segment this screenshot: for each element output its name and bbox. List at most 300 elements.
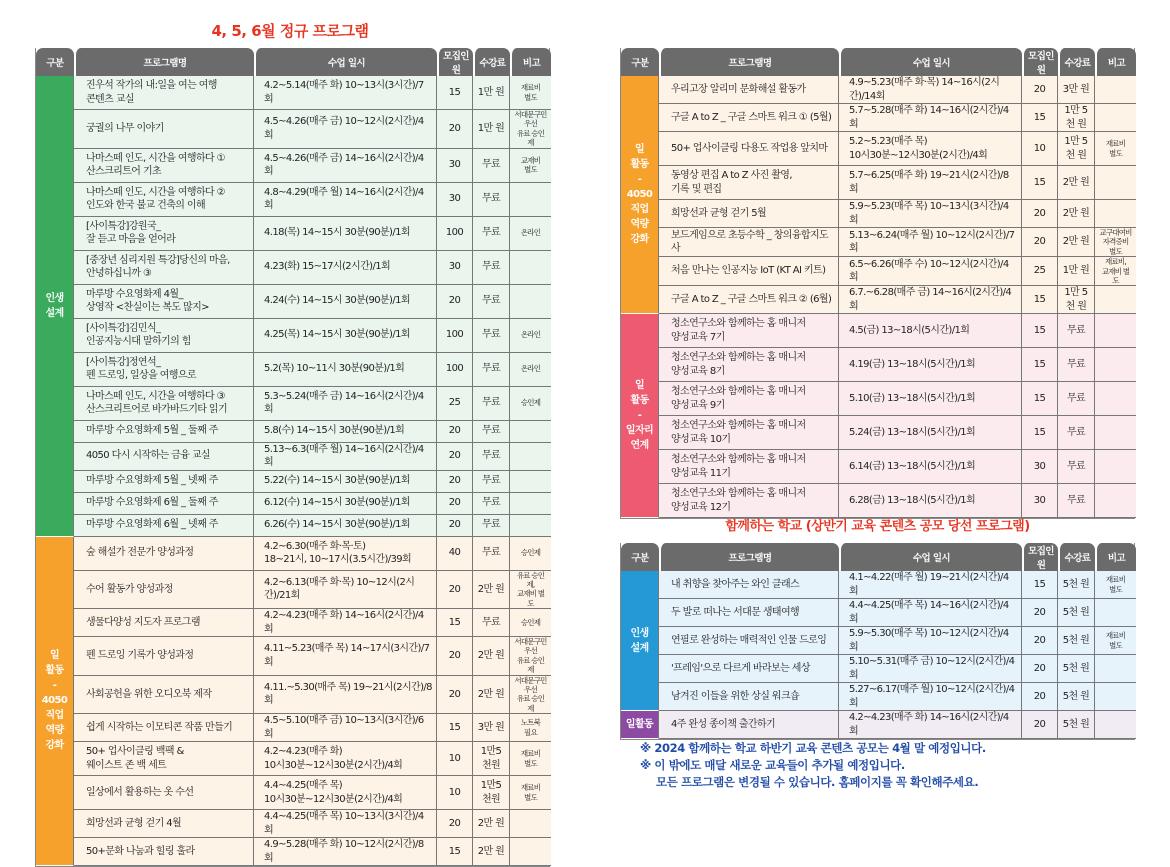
fee: 무료 [473,217,510,251]
fee: 2만 원 [473,838,510,866]
program-name: 진우석 작가의 내:일을 여는 여행 콘텐츠 교실 [74,76,254,110]
schedule: 4.24(수) 14~15시 30분(90분)/1회 [254,285,437,319]
fee: 5천 원 [1058,711,1095,739]
fee: 무료 [1058,314,1095,348]
capacity: 20 [1022,228,1058,257]
fee: 무료 [473,353,510,387]
note: 재료비 별도 [1095,132,1136,166]
school-program-title: 함께하는 학교 (상반기 교육 콘텐츠 공모 당선 프로그램) [725,519,1030,534]
note [1095,416,1136,450]
schedule: 4.23(화) 15~17시(2시간)/1회 [254,251,437,285]
schedule: 5.8(수) 14~15시 30분(90분)/1회 [254,421,437,443]
note [1095,382,1136,416]
program-name: [사이특강]강원국_ 잘 듣고 마음을 얻어라 [74,217,254,251]
header-category: 구분 [621,48,659,76]
capacity: 15 [1022,314,1058,348]
capacity: 20 [437,493,473,515]
note [510,471,551,493]
table-row [621,683,1136,711]
fee: 2만 원 [1058,228,1095,257]
schedule: 4.1~4.22(매주 월) 19~21시(2시간)/4회 [839,571,1022,599]
table-row [36,742,551,776]
note [510,493,551,515]
schedule: 4.9~5.23(매주 화·목) 14~16시(2시간)/14회 [839,76,1022,104]
note-line: ※ 2024 함께하는 학교 하반기 교육 콘텐츠 공모는 4월 말 예정입니다. [640,741,986,755]
table-row [36,810,551,838]
program-name: 남겨진 이들을 위한 상실 워크숍 [659,683,839,711]
table-row [621,166,1136,200]
note: 서대문구민 우선 유료 승인제 [510,110,551,149]
schedule: 4.4~4.25(매주 목) 10~13시(3시간)/4회 [254,810,437,838]
note [1095,599,1136,627]
table-row [36,183,551,217]
table-row [621,599,1136,627]
note [1095,683,1136,711]
note: 재료비 별도 [510,76,551,110]
table-row [36,776,551,810]
program-name: '프레임'으로 다르게 바라보는 세상 [659,655,839,683]
program-name: 동영상 편집 A to Z 사진 촬영, 기록 및 편집 [659,166,839,200]
table-row [621,627,1136,655]
capacity: 30 [437,251,473,285]
fee: 무료 [473,537,510,571]
program-name: 사회공헌을 위한 오디오북 제작 [74,676,254,715]
category-label: 인생 설계 [621,571,659,711]
program-name: 청소연구소와 함께하는 홈 매니저 양성교육 12기 [659,484,839,518]
program-name: 보드게임으로 초등수학 _ 창의융합지도사 [659,228,839,257]
category-label: 일활동 [621,711,659,739]
capacity: 20 [437,110,473,149]
fee: 무료 [1058,348,1095,382]
program-name: 연필로 완성하는 매력적인 인물 드로잉 [659,627,839,655]
category-label: 일 활동 - 4050 직업 역량 강화 [36,537,74,867]
table-row [36,110,551,149]
note: 온라인 [510,319,551,353]
header-category: 구분 [621,543,659,571]
table-row [36,387,551,421]
program-name: 마루방 수요영화제 6월 _ 둘째 주 [74,493,254,515]
capacity: 10 [437,742,473,776]
capacity: 40 [437,537,473,571]
program-name: [사이특강]정연석_ 펜 드로잉, 일상을 여행으로 [74,353,254,387]
note [1095,484,1136,518]
schedule: 6.7.~6.28(매주 금) 14~16시(2시간)/4회 [839,286,1022,314]
fee: 5천 원 [1058,627,1095,655]
fee: 무료 [473,285,510,319]
capacity: 100 [437,319,473,353]
note: 유료 승인제, 교재비 별도 [510,571,551,610]
program-name: 50+ 업사이클링 다용도 작업용 앞치마 [659,132,839,166]
capacity: 20 [437,571,473,610]
schedule: 4.11~5.23(매주 목) 14~17시(3시간)/7회 [254,637,437,676]
fee: 2만 원 [473,676,510,715]
schedule: 5.2(목) 10~11시 30분(90분)/1회 [254,353,437,387]
note: 재료비 별도 [510,742,551,776]
fee: 5천 원 [1058,655,1095,683]
table-row [621,228,1136,257]
table-row [621,655,1136,683]
capacity: 25 [437,387,473,421]
schedule: 4.2~5.14(매주 화) 10~13시(3시간)/7회 [254,76,437,110]
program-name: 두 발로 떠나는 서대문 생태여행 [659,599,839,627]
program-name: 마루방 수요영화제 5월 _ 넷째 주 [74,471,254,493]
header-note: 비고 [1095,48,1136,76]
schedule: 6.26(수) 14~15시 30분(90분)/1회 [254,515,437,537]
capacity: 30 [1022,450,1058,484]
category-label: 인생 설계 [36,76,74,537]
note [1095,314,1136,348]
note [510,443,551,471]
schedule: 4.18(목) 14~15시 30분(90분)/1회 [254,217,437,251]
note [1095,286,1136,314]
capacity: 10 [437,776,473,810]
header-program-name: 프로그램명 [659,48,839,76]
program-name: 수어 활동가 양성과정 [74,571,254,610]
fee: 무료 [473,387,510,421]
schedule: 4.11.~5.30(매주 목) 19~21시(2시간)/8회 [254,676,437,715]
schedule: 6.14(금) 13~18시(5시간)/1회 [839,450,1022,484]
capacity: 25 [1022,257,1058,286]
fee: 무료 [473,471,510,493]
table-row [36,319,551,353]
capacity: 20 [437,637,473,676]
capacity: 20 [1022,683,1058,711]
program-name: [중장년 심리지원 특강]당신의 마음, 안녕하십니까 ③ [74,251,254,285]
table-header-row [36,48,551,76]
note: 재료비 별도 [1095,571,1136,599]
table-row [36,251,551,285]
header-note: 비고 [1095,543,1136,571]
fee: 5천 원 [1058,599,1095,627]
capacity: 20 [437,810,473,838]
program-name: 나마스떼 인도, 시간을 여행하다 ② 인도와 한국 불교 건축의 이해 [74,183,254,217]
fee: 3만 원 [473,714,510,742]
program-name: 쉽게 시작하는 이모티콘 작품 만들기 [74,714,254,742]
fee: 무료 [473,149,510,183]
note: 재료비 별도 [510,776,551,810]
fee: 무료 [473,493,510,515]
schedule: 4.2~6.13(매주 화·목) 10~12시(2시간)/21회 [254,571,437,610]
capacity: 20 [1022,711,1058,739]
table-header-row [621,543,1136,571]
schedule: 5.9~5.23(매주 목) 10~13시(3시간)/4회 [839,200,1022,228]
note [510,251,551,285]
program-name: 숲 해설가 전문가 양성과정 [74,537,254,571]
program-name: 50+문화 나눔과 힐링 훌라 [74,838,254,866]
table-row [621,76,1136,104]
program-table [621,48,1136,518]
table-row [36,571,551,610]
capacity: 20 [1022,76,1058,104]
note [1095,166,1136,200]
schedule: 5.2~5.23(매주 목) 10시30분~12시30분(2시간)/4회 [839,132,1022,166]
capacity: 15 [1022,382,1058,416]
capacity: 20 [437,515,473,537]
fee: 1만5천원 [473,776,510,810]
note: 재료비, 교재비 별도 [1095,257,1136,286]
schedule: 4.25(목) 14~15시 30분(90분)/1회 [254,319,437,353]
capacity: 100 [437,217,473,251]
program-table [621,543,1136,739]
note: 승인제 [510,609,551,637]
program-name: 희망선과 균형 걷기 4월 [74,810,254,838]
program-name: 마루방 수요영화제 6월 _ 넷째 주 [74,515,254,537]
program-name: 4주 완성 종이책 출간하기 [659,711,839,739]
program-name: 희망선과 균형 걷기 5월 [659,200,839,228]
regular-program-title: 4, 5, 6월 정규 프로그램 [211,22,369,40]
fee: 무료 [473,421,510,443]
schedule: 5.27~6.17(매주 월) 10~12시(2시간)/4회 [839,683,1022,711]
schedule: 4.5(금) 13~18시(5시간)/1회 [839,314,1022,348]
fee: 1만5천원 [473,742,510,776]
schedule: 5.7~5.28(매주 화) 14~16시(2시간)/4회 [839,104,1022,132]
fee: 무료 [1058,382,1095,416]
table-row [36,285,551,319]
header-capacity: 모집인원 [437,48,473,76]
schedule: 5.7~6.25(매주 화) 19~21시(2시간)/8회 [839,166,1022,200]
capacity: 100 [437,353,473,387]
header-note: 비고 [510,48,551,76]
table-row [621,571,1136,599]
program-name: 일상에서 활용하는 옷 수선 [74,776,254,810]
table-row [621,348,1136,382]
capacity: 15 [437,838,473,866]
schedule: 4.19(금) 13~18시(5시간)/1회 [839,348,1022,382]
schedule: 6.5~6.26(매주 수) 10~12시(2시간)/4회 [839,257,1022,286]
schedule: 6.28(금) 13~18시(5시간)/1회 [839,484,1022,518]
schedule: 4.8~4.29(매주 월) 14~16시(2시간)/4회 [254,183,437,217]
table-row [621,200,1136,228]
schedule: 5.10~5.31(매주 금) 10~12시(2시간)/4회 [839,655,1022,683]
note: 노트북 필요 [510,714,551,742]
note: 교구대여비 자격증비 별도 [1095,228,1136,257]
schedule: 4.4~4.25(매주 목) 14~16시(2시간)/4회 [839,599,1022,627]
note-line: ※ 이 밖에도 매달 새로운 교육들이 추가될 예정입니다. [640,758,905,772]
category-label: 일 활동 - 일자리 연계 [621,314,659,518]
schedule: 5.24(금) 13~18시(5시간)/1회 [839,416,1022,450]
note: 재료비 별도 [1095,627,1136,655]
capacity: 15 [1022,166,1058,200]
program-name: 청소연구소와 함께하는 홈 매니저 양성교육 7기 [659,314,839,348]
fee: 무료 [473,515,510,537]
capacity: 30 [1022,484,1058,518]
schedule: 4.5~4.26(매주 금) 14~16시(2시간)/4회 [254,149,437,183]
fee: 5천 원 [1058,683,1095,711]
fee: 무료 [473,609,510,637]
fee: 무료 [1058,416,1095,450]
schedule: 4.5~5.10(매주 금) 10~13시(3시간)/6회 [254,714,437,742]
note [1095,76,1136,104]
table-row [621,382,1136,416]
note [510,421,551,443]
capacity: 20 [1022,627,1058,655]
schedule: 5.13~6.24(매주 월) 10~12시(2시간)/7회 [839,228,1022,257]
schedule: 4.4~4.25(매주 목) 10시30분~12시30분(2시간)/4회 [254,776,437,810]
table-row [621,416,1136,450]
table-row [36,637,551,676]
regular-program-table-left [35,48,550,867]
capacity: 20 [437,471,473,493]
program-name: 내 취향을 찾아주는 와인 클래스 [659,571,839,599]
note: 서대문구민 우선 유료 승인제 [510,676,551,715]
schedule: 4.2~4.23(매주 화) 14~16시(2시간)/4회 [839,711,1022,739]
note [510,183,551,217]
schedule: 5.3~5.24(매주 금) 14~16시(2시간)/4회 [254,387,437,421]
fee: 1만 5천 원 [1058,104,1095,132]
program-name: 처음 만나는 인공지능 IoT (KT AI 키트) [659,257,839,286]
capacity: 20 [437,443,473,471]
footer-notes [640,740,1120,791]
note [510,515,551,537]
table-row [36,515,551,537]
table-row [621,711,1136,739]
table-row [621,104,1136,132]
fee: 2만 원 [473,637,510,676]
fee: 1만 원 [473,76,510,110]
program-name: 구글 A to Z _ 구글 스마트 워크 ② (6월) [659,286,839,314]
fee: 무료 [473,251,510,285]
program-name: 마루방 수요영화제 5월 _ 둘째 주 [74,421,254,443]
capacity: 30 [437,183,473,217]
program-name: 나마스떼 인도, 시간을 여행하다 ③ 산스크리트어로 바가바드기타 읽기 [74,387,254,421]
note: 교재비 별도 [510,149,551,183]
note: 서대문구민 우선 유료 승인제 [510,637,551,676]
program-name: [사이특강]김민식_ 인공지능시대 말하기의 힘 [74,319,254,353]
table-row [621,286,1136,314]
header-schedule: 수업 일시 [839,543,1022,571]
table-row [36,149,551,183]
header-schedule: 수업 일시 [254,48,437,76]
capacity: 20 [437,421,473,443]
program-name: 청소연구소와 함께하는 홈 매니저 양성교육 8기 [659,348,839,382]
header-capacity: 모집인원 [1022,543,1058,571]
schedule: 4.2~6.30(매주 화·목·토) 18~21시, 10~17시(3.5시간)/39회 [254,537,437,571]
capacity: 15 [1022,416,1058,450]
table-row [36,838,551,866]
fee: 2만 원 [1058,166,1095,200]
note [1095,711,1136,739]
note [510,838,551,866]
header-fee: 수강료 [1058,48,1095,76]
program-name: 펜 드로잉 기록가 양성과정 [74,637,254,676]
header-program-name: 프로그램명 [659,543,839,571]
header-schedule: 수업 일시 [839,48,1022,76]
program-name: 50+ 업사이클링 백팩 & 웨이스트 존 백 세트 [74,742,254,776]
schedule: 4.2~4.23(매주 화) 14~16시(2시간)/4회 [254,609,437,637]
header-fee: 수강료 [1058,543,1095,571]
capacity: 20 [437,285,473,319]
capacity: 15 [1022,348,1058,382]
program-name: 우리고장 알리미 문화해설 활동가 [659,76,839,104]
header-capacity: 모집인원 [1022,48,1058,76]
capacity: 15 [1022,104,1058,132]
program-name: 마루방 수요영화제 4월_ 상영작 <찬실이는 복도 많지> [74,285,254,319]
table-row [36,443,551,471]
note [510,285,551,319]
schedule: 4.2~4.23(매주 화) 10시30분~12시30분(2시간)/4회 [254,742,437,776]
table-row [36,537,551,571]
table-row [36,471,551,493]
program-name: 궁궐의 나무 이야기 [74,110,254,149]
fee: 무료 [473,443,510,471]
note [1095,104,1136,132]
note: 승인제 [510,537,551,571]
program-name: 4050 다시 시작하는 금융 교실 [74,443,254,471]
schedule: 5.22(수) 14~15시 30분(90분)/1회 [254,471,437,493]
capacity: 20 [1022,200,1058,228]
capacity: 15 [1022,286,1058,314]
fee: 5천 원 [1058,571,1095,599]
fee: 무료 [1058,450,1095,484]
capacity: 15 [437,714,473,742]
fee: 1만 원 [1058,257,1095,286]
table-row [36,714,551,742]
capacity: 30 [437,149,473,183]
header-category: 구분 [36,48,74,76]
schedule: 5.9~5.30(매주 목) 10~12시(2시간)/4회 [839,627,1022,655]
table-row [621,314,1136,348]
regular-program-table-right [620,48,1135,519]
fee: 1만 5천 원 [1058,286,1095,314]
fee: 2만 원 [473,571,510,610]
fee: 무료 [473,183,510,217]
schedule: 5.10(금) 13~18시(5시간)/1회 [839,382,1022,416]
table-row [36,353,551,387]
table-row [621,132,1136,166]
program-name: 나마스떼 인도, 시간을 여행하다 ① 산스크리트어 기초 [74,149,254,183]
fee: 1만 원 [473,110,510,149]
table-row [36,493,551,515]
note [1095,655,1136,683]
program-name: 청소연구소와 함께하는 홈 매니저 양성교육 10기 [659,416,839,450]
fee: 3만 원 [1058,76,1095,104]
note: 온라인 [510,353,551,387]
fee: 2만 원 [473,810,510,838]
program-name: 청소연구소와 함께하는 홈 매니저 양성교육 11기 [659,450,839,484]
school-program-table [620,543,1135,740]
capacity: 15 [437,76,473,110]
capacity: 20 [1022,599,1058,627]
schedule: 5.13~6.3(매주 월) 14~16시(2시간)/4회 [254,443,437,471]
program-table [36,48,551,866]
table-row [621,484,1136,518]
header-fee: 수강료 [473,48,510,76]
note: 승인제 [510,387,551,421]
schedule: 4.9~5.28(매주 화) 10~12시(2시간)/8회 [254,838,437,866]
category-label: 일 활동 - 4050 직업 역량 강화 [621,76,659,314]
schedule: 4.5~4.26(매주 금) 10~12시(2시간)/4회 [254,110,437,149]
note [1095,450,1136,484]
capacity: 10 [1022,132,1058,166]
fee: 1만 5천 원 [1058,132,1095,166]
schedule: 6.12(수) 14~15시 30분(90분)/1회 [254,493,437,515]
program-name: 청소연구소와 함께하는 홈 매니저 양성교육 9기 [659,382,839,416]
capacity: 15 [437,609,473,637]
capacity: 20 [437,676,473,715]
note: 온라인 [510,217,551,251]
fee: 무료 [1058,484,1095,518]
capacity: 15 [1022,571,1058,599]
fee: 2만 원 [1058,200,1095,228]
table-row [36,421,551,443]
note [1095,348,1136,382]
capacity: 20 [1022,655,1058,683]
program-name: 생물다양성 지도자 프로그램 [74,609,254,637]
table-row [36,676,551,715]
note [510,810,551,838]
note-line: 모든 프로그램은 변경될 수 있습니다. 홈페이지를 꼭 확인해주세요. [656,775,979,789]
fee: 무료 [473,319,510,353]
